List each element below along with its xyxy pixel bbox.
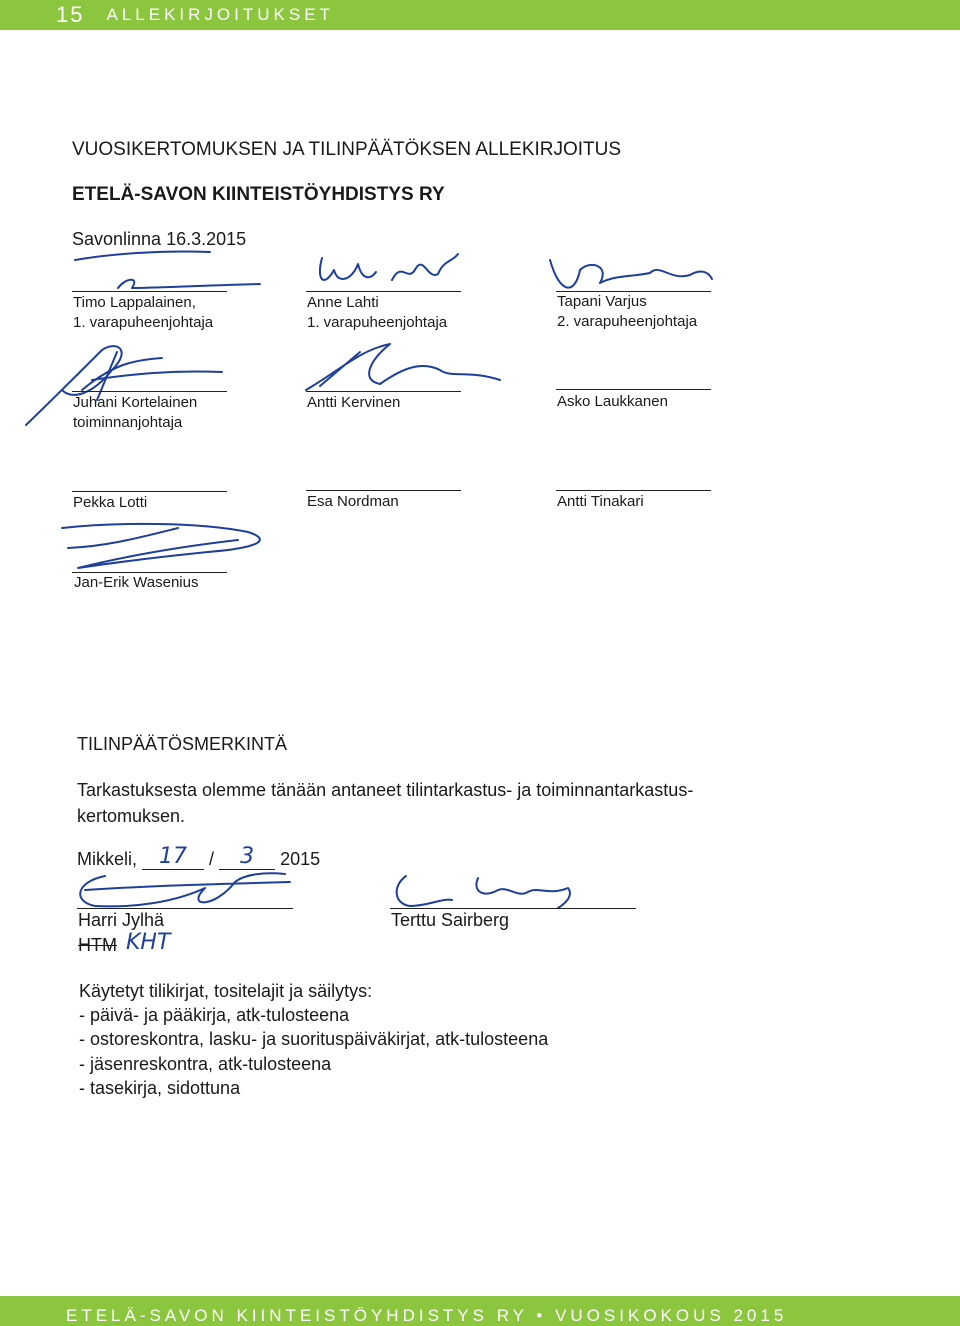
signature-anne-lahti <box>312 250 472 292</box>
signature-line <box>306 391 461 392</box>
signature-antti-kervinen <box>300 340 510 395</box>
auditor-title-handwritten: KHT <box>126 930 171 955</box>
signature-line <box>306 490 461 491</box>
records-item: - tasekirja, sidottuna <box>79 1078 241 1098</box>
organization-name: ETELÄ-SAVON KIINTEISTÖYHDISTYS RY <box>72 184 445 205</box>
signature-harri-jylha <box>65 868 295 912</box>
date-year: 2015 <box>280 849 321 869</box>
signature-line <box>306 291 461 292</box>
signatory-name: Jan-Erik Wasenius <box>74 574 199 591</box>
signatory-name: Antti Kervinen <box>307 394 401 411</box>
signature-line <box>556 389 711 390</box>
auditor-name: Harri Jylhä <box>78 910 165 930</box>
page-footer <box>0 1296 960 1326</box>
date-prefix: Mikkeli, <box>77 849 138 869</box>
signature-line <box>390 908 636 909</box>
records-item: - ostoreskontra, lasku- ja suorituspäiväkirjat, atk-tulosteena <box>79 1029 549 1049</box>
signatory-name: Juhani Kortelainen <box>73 394 198 411</box>
signature-line <box>556 490 711 491</box>
records-item: - jäsenreskontra, atk-tulosteena <box>79 1054 332 1074</box>
signatory-role: 1. varapuheenjohtaja <box>307 314 448 331</box>
audit-statement: Tarkastuksesta olemme tänään antaneet tilintarkastus- ja toiminnantarkastus-kertomuksen. <box>77 780 694 826</box>
date-separator: / <box>209 849 215 869</box>
day-field <box>142 844 204 870</box>
auditor-title-struck: HTM <box>78 935 117 955</box>
month-field <box>219 844 275 870</box>
signature-line <box>72 572 227 573</box>
signatory-name: Esa Nordman <box>307 493 399 510</box>
signatory-role: 2. varapuheenjohtaja <box>557 313 698 330</box>
signatory-name: Tapani Varjus <box>557 293 647 310</box>
signatory-role: 1. varapuheenjohtaja <box>73 314 214 331</box>
signature-line <box>556 291 711 292</box>
day-handwritten: 17 <box>159 844 188 869</box>
records-item: - päivä- ja pääkirja, atk-tulosteena <box>79 1005 350 1025</box>
auditor-name: Terttu Sairberg <box>391 910 510 930</box>
signatory-name: Asko Laukkanen <box>557 393 668 410</box>
signature-line <box>72 391 227 392</box>
signature-line <box>77 908 293 909</box>
signature-line <box>72 291 227 292</box>
signatory-name: Timo Lappalainen, <box>73 294 196 311</box>
month-handwritten: 3 <box>240 844 255 869</box>
records-heading: Käytetyt tilikirjat, tositelajit ja säilytys: <box>79 981 373 1001</box>
signatory-name: Anne Lahti <box>307 294 379 311</box>
signature-timo-lappalainen <box>70 248 270 293</box>
signatory-name: Pekka Lotti <box>73 494 148 511</box>
signatory-name: Antti Tinakari <box>557 493 644 510</box>
audit-heading: TILINPÄÄTÖSMERKINTÄ <box>77 734 288 754</box>
page-header <box>0 0 960 30</box>
page-number: 15 <box>56 2 85 27</box>
signatory-role: toiminnanjohtaja <box>73 414 183 431</box>
document-title: VUOSIKERTOMUKSEN JA TILINPÄÄTÖKSEN ALLEKIRJOITUS <box>72 139 622 160</box>
signature-jan-erik-wasenius <box>58 518 283 573</box>
place-date: Savonlinna 16.3.2015 <box>72 229 247 249</box>
footer-text: ETELÄ-SAVON KIINTEISTÖYHDISTYS RY • VUOSIKOKOUS 2015 <box>66 1306 788 1325</box>
signature-line <box>72 491 227 492</box>
section-title: ALLEKIRJOITUKSET <box>106 5 334 24</box>
